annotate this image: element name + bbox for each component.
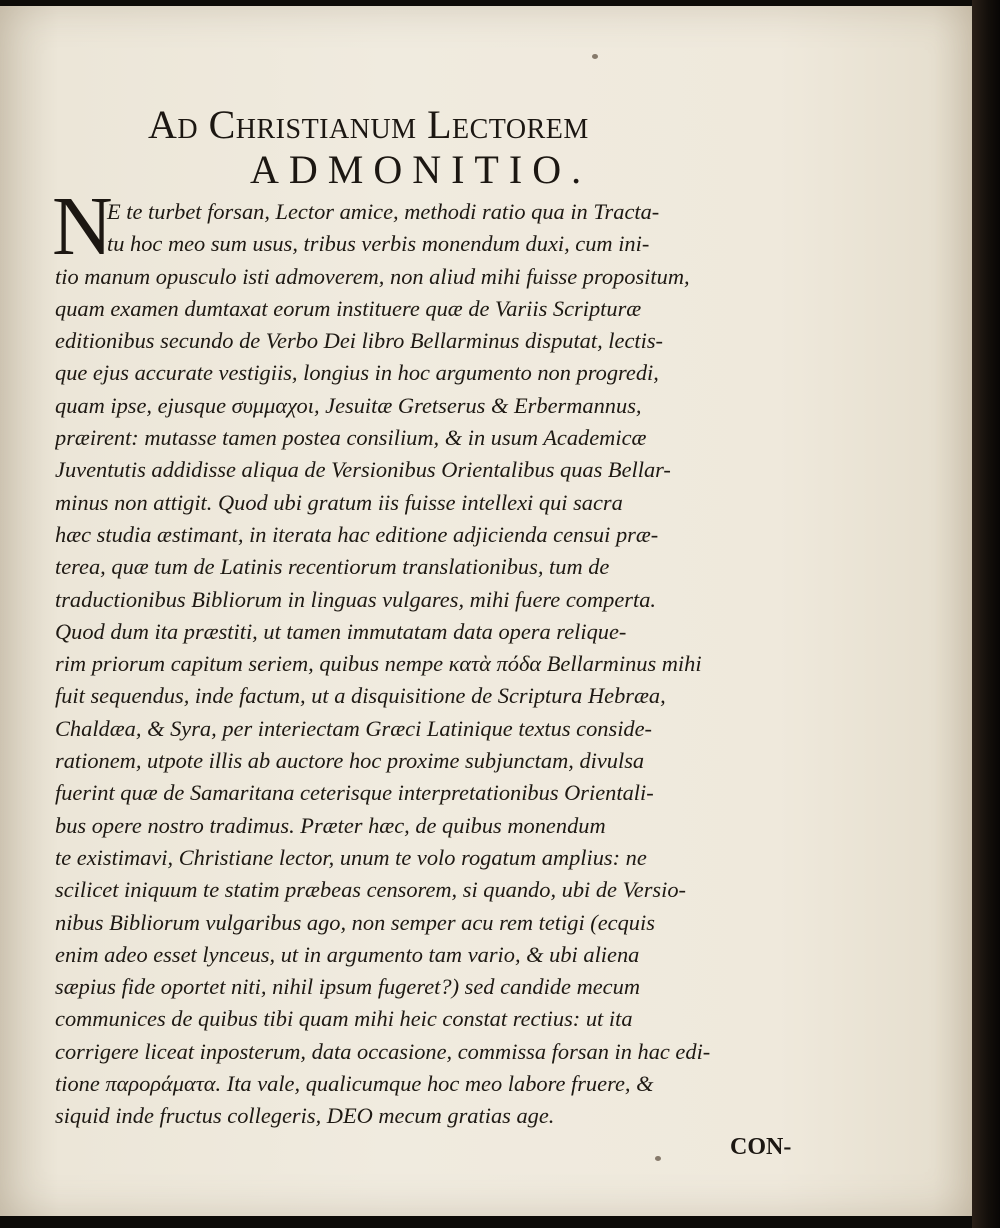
page-heading-line-1: Ad Christianum Lectorem	[148, 102, 589, 147]
text-line: corrigere liceat inposterum, data occasione, commissa forsan in hac edi-	[55, 1038, 711, 1064]
text-line: rationem, utpote illis ab auctore hoc proxime subjunctam, divulsa	[55, 748, 645, 774]
text-line: fuit sequendus, inde factum, ut a disquisitione de Scriptura Hebræa,	[55, 683, 666, 709]
text-line: bus opere nostro tradimus. Præter hæc, de quibus monendum	[55, 812, 606, 838]
text-line: scilicet iniquum te statim præbeas censorem, si quando, ubi de Versio-	[55, 877, 687, 903]
catchword: CON-	[730, 1134, 792, 1160]
text-line: te existimavi, Christiane lector, unum te volo rogatum amplius: ne	[55, 844, 647, 870]
text-line: Chaldæa, & Syra, per interiectam Græci Latinique textus conside-	[55, 715, 653, 741]
text-line: rim priorum capitum seriem, quibus nempe κατὰ πόδα Bellarminus mihi	[55, 651, 702, 677]
text-line: E te turbet forsan, Lector amice, methodi ratio qua in Tracta-	[107, 199, 660, 224]
book-edge-shadow	[972, 0, 1000, 1228]
text-line: tione παροράματα. Ita vale, qualicumque hoc meo labore fruere, &	[55, 1071, 654, 1097]
page-heading-line-2: ADMONITIO.	[250, 147, 592, 192]
text-line: que ejus accurate vestigiis, longius in hoc argumento non progredi,	[55, 360, 659, 386]
text-line: communices de quibus tibi quam mihi heic constat rectius: ut ita	[55, 1006, 633, 1032]
body-text	[55, 196, 815, 1133]
drop-cap-initial: N	[52, 180, 113, 273]
text-line: tio manum opusculo isti admoverem, non aliud mihi fuisse propositum,	[55, 263, 690, 289]
book-page	[0, 6, 972, 1216]
text-line: quam ipse, ejusque συμμαχοι, Jesuitæ Gretserus & Erbermannus,	[55, 392, 642, 418]
text-line: siquid inde fructus collegeris, DEO mecum gratias age.	[55, 1103, 555, 1129]
text-line: minus non attigit. Quod ubi gratum iis fuisse intellexi qui sacra	[55, 489, 623, 515]
text-line: editionibus secundo de Verbo Dei libro Bellarminus disputat, lectis-	[55, 328, 664, 354]
text-line: sæpius fide oportet niti, nihil ipsum fugeret?) sed candide mecum	[55, 974, 640, 1000]
paper-speck	[592, 54, 598, 59]
text-line: quam examen dumtaxat eorum instituere quæ de Variis Scripturæ	[55, 295, 642, 321]
text-line: Juventutis addidisse aliqua de Versionibus Orientalibus quas Bellar-	[55, 457, 671, 483]
text-line: enim adeo esset lynceus, ut in argumento tam vario, & ubi aliena	[55, 941, 640, 967]
paper-speck	[655, 1156, 661, 1161]
text-line: hæc studia æstimant, in iterata hac editione adjicienda censui præ-	[55, 521, 659, 547]
text-line: fuerint quæ de Samaritana ceterisque interpretationibus Orientali-	[55, 780, 654, 806]
text-line: nibus Bibliorum vulgaribus ago, non semper acu rem tetigi (ecquis	[55, 909, 655, 935]
text-line: traductionibus Bibliorum in linguas vulgares, mihi fuere comperta.	[55, 586, 656, 612]
text-line: terea, quæ tum de Latinis recentiorum translationibus, tum de	[55, 554, 610, 580]
text-line: Quod dum ita præstiti, ut tamen immutatam data opera relique-	[55, 618, 627, 644]
text-line: præirent: mutasse tamen postea consilium, & in usum Academicæ	[55, 425, 647, 451]
text-line: tu hoc meo sum usus, tribus verbis monendum duxi, cum ini-	[107, 231, 650, 257]
